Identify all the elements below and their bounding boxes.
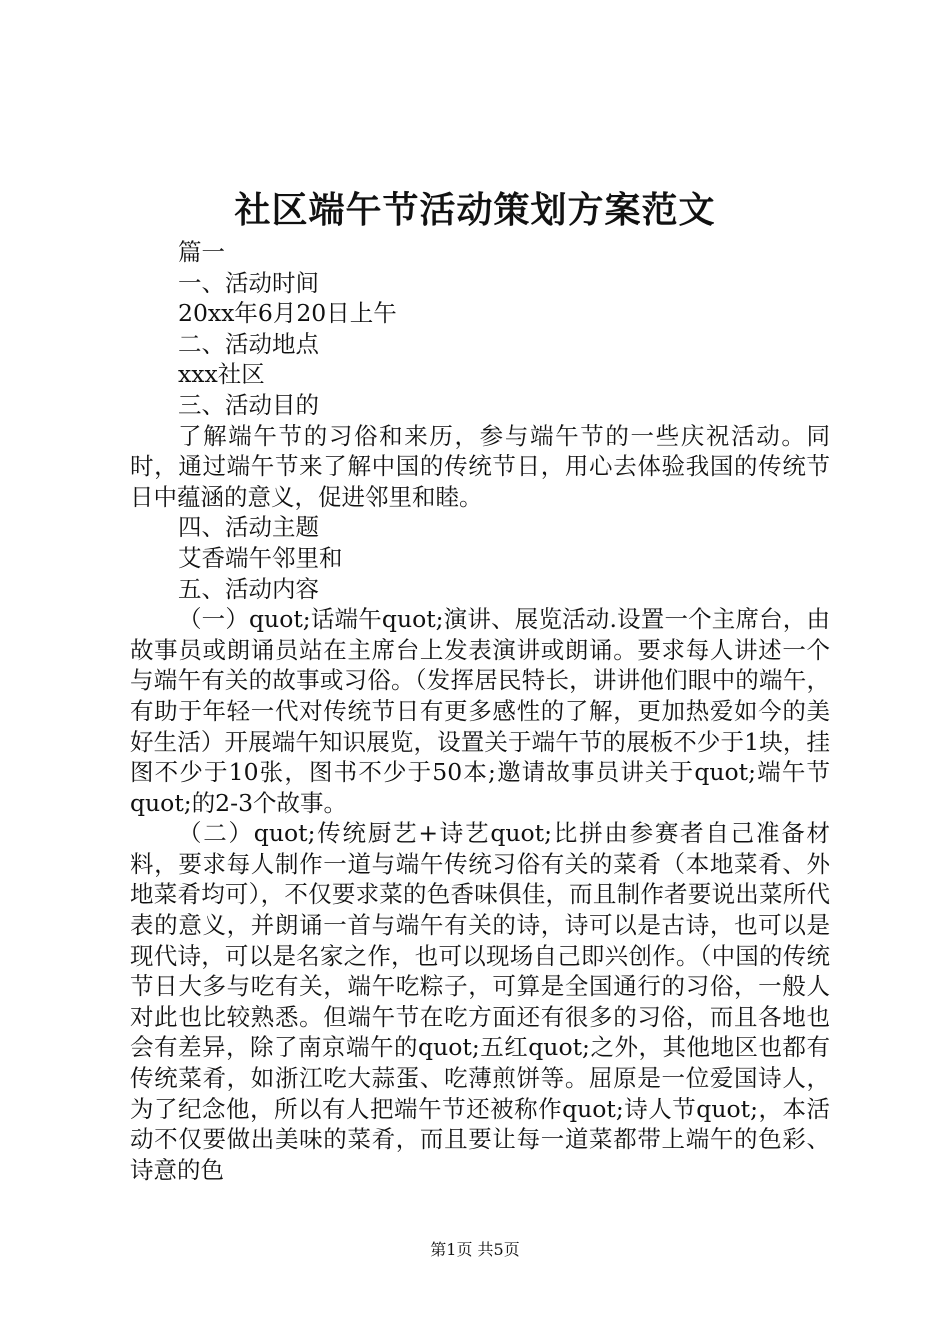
paragraph-heading-content: 五、活动内容 (178, 574, 319, 603)
paragraph-section-label: 篇一 (178, 238, 225, 266)
paragraph-content-part-1: （一）quot;话端午quot;演讲、展览活动.设置一个主席台，由故事员或朗诵员站在主席台上发表演讲或朗诵。要求每人讲述一个与端午有关的故事或习俗。（发挥居民特长，讲讲他们眼中的端午，有助于年轻一代对传统节日有更多感性的了解，更加热爱如今的美好生活）开展端午知识展览，设置关于端午节的展板不少于1块，挂图不少于10张，图书不少于50本;邀请故事员讲关于quot;端午节quot;的2-3个故事。 (130, 605, 830, 817)
paragraph-theme-value: 艾香端午邻里和 (178, 543, 343, 572)
paragraph-heading-time: 一、活动时间 (178, 268, 319, 297)
paragraph-heading-theme: 四、活动主题 (178, 513, 319, 542)
paragraph-purpose-text: 了解端午节的习俗和来历，参与端午节的一些庆祝活动。同时，通过端午节来了解中国的传统节日，用心去体验我国的传统节日中蕴涵的意义，促进邻里和睦。 (130, 421, 830, 511)
document-title: 社区端午节活动策划方案范文 (234, 189, 716, 231)
paragraph-content-part-2: （二）quot;传统厨艺+诗艺quot;比拼由参赛者自己准备材料，要求每人制作一道与端午传统习俗有关的菜肴（本地菜肴、外地菜肴均可），不仅要求菜的色香味俱佳，而且制作者要说出菜所代表的意义，并朗诵一首与端午有关的诗，诗可以是古诗，也可以是现代诗，可以是名家之作，也可以现场自己即兴创作。（中国的传统节日大多与吃有关，端午吃粽子，可算是全国通行的习俗，一般人对此也比较熟悉。但端午节在吃方面还有很多的习俗，而且各地也会有差异，除了南京端午的quot;五红quot;之外，其他地区也都有传统菜肴，如浙江吃大蒜蛋、吃薄煎饼等。屈原是一位爱国诗人，为了纪念他，所以有人把端午节还被称作quot;诗人节quot;，本活动不仅要做出美味的菜肴，而且要让每一道菜都带上端午的色彩、诗意的色 (130, 819, 830, 1184)
page-footer: 第1页 共5页 (430, 1240, 520, 1259)
document-body (130, 237, 830, 1185)
paragraph-heading-location: 二、活动地点 (178, 329, 319, 358)
paragraph-location-value: xxx社区 (178, 360, 265, 389)
paragraph-heading-purpose: 三、活动目的 (178, 390, 319, 419)
paragraph-time-value: 20xx年6月20日上午 (178, 299, 397, 328)
